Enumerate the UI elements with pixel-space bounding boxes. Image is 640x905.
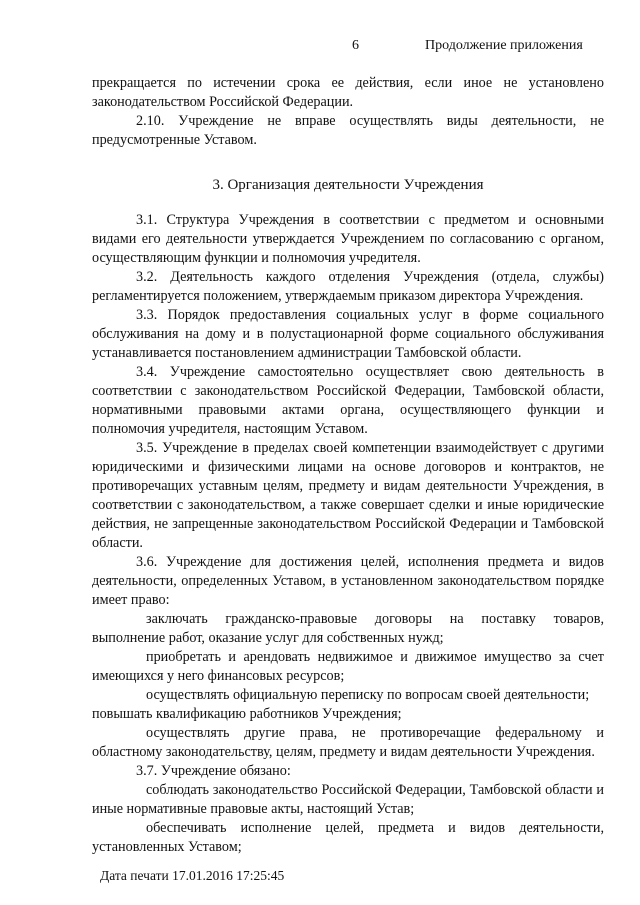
list-item-3-6-d: повышать квалификацию работников Учреждения; [92, 706, 402, 722]
page-number: 6 [352, 38, 359, 53]
section-3-body [92, 211, 604, 857]
list-item-3-6-a: заключать гражданско-правовые договоры на поставку товаров, выполнение работ, оказание услуг для собственных нужд; [92, 611, 604, 646]
appendix-continuation-title: Продолжение приложения [425, 38, 583, 53]
paragraph-3-5: 3.5. Учреждение в пределах своей компетенции взаимодействует с другими юридическими и физическими лицами на основе договоров и контрактов, не противоречащих уставным целям, предмету и видам деятельности Учреждения, в соответствии с законодательством, а также совершает сделки и иные юридические действия, не запрещенные законодательством Российской Федерации и Тамбовской области. [92, 440, 604, 551]
paragraph-2-10: 2.10. Учреждение не вправе осуществлять виды деятельности, не предусмотренные Уставом. [92, 113, 604, 148]
print-date: Дата печати 17.01.2016 17:25:45 [100, 868, 285, 883]
paragraph-3-6: 3.6. Учреждение для достижения целей, исполнения предмета и видов деятельности, определенных Уставом, в установленном законодательством порядке имеет право: [92, 554, 604, 608]
list-item-3-7-a: соблюдать законодательство Российской Федерации, Тамбовской области и иные нормативные правовые акты, настоящий Устав; [92, 782, 604, 817]
paragraph-3-4: 3.4. Учреждение самостоятельно осуществляет свою деятельность в соответствии с законодательством Российской Федерации, Тамбовской области, нормативными правовыми актами органа, осуществляющего функции и полномочия учредителя, настоящим Уставом. [92, 364, 604, 437]
paragraph-3-1: 3.1. Структура Учреждения в соответствии с предметом и основными видами его деятельности утверждается Учреждением по согласованию с органом, осуществляющим функции и полномочия учредителя. [92, 212, 604, 266]
list-item-3-6-e: осуществлять другие права, не противоречащие федеральному и областному законодательству, целям, предмету и видам деятельности Учреждения. [92, 725, 604, 760]
paragraph-3-7: 3.7. Учреждение обязано: [136, 763, 291, 779]
paragraph-3-3: 3.3. Порядок предоставления социальных услуг в форме социального обслуживания на дому и в полустационарной форме социального обслуживания устанавливается постановлением администрации Тамбовской области. [92, 307, 604, 361]
list-item-3-6-b: приобретать и арендовать недвижимое и движимое имущество за счет имеющихся у него финансовых ресурсов; [92, 649, 604, 684]
intro-block [92, 74, 604, 150]
section-title: 3. Организация деятельности Учреждения [212, 177, 484, 193]
paragraph-continuation: прекращается по истечении срока ее действия, если иное не установлено законодательством Российской Федерации. [92, 75, 604, 110]
list-item-3-6-c: осуществлять официальную переписку по вопросам своей деятельности; [146, 687, 590, 703]
list-item-3-7-b: обеспечивать исполнение целей, предмета и видов деятельности, установленных Уставом; [92, 820, 604, 855]
paragraph-3-2: 3.2. Деятельность каждого отделения Учреждения (отдела, службы) регламентируется положением, утверждаемым приказом директора Учреждения. [92, 269, 604, 304]
